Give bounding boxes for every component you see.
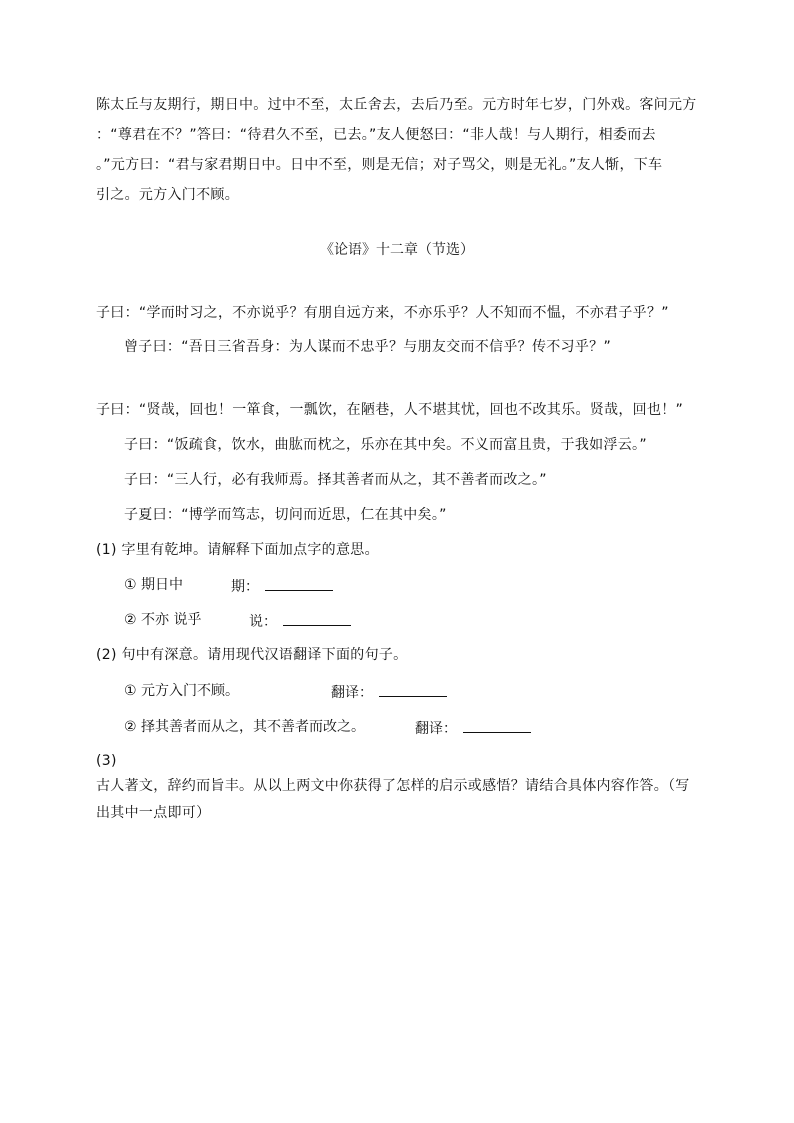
question-1-item-2: ② 不亦 说乎 bbox=[124, 612, 202, 628]
passage2-line-6: 子夏曰：“博学而笃志，切问而近思，仁在其中矣。” bbox=[124, 507, 447, 523]
question-3-line-1: 古人著文，辞约而旨丰。从以上两文中你获得了怎样的启示或感悟？请结合具体内容作答。（写 bbox=[96, 778, 690, 794]
answer-blank[interactable] bbox=[265, 576, 333, 591]
passage1-line-4: 引之。元方入门不顾。 bbox=[96, 187, 239, 203]
answer-blank[interactable] bbox=[283, 611, 351, 626]
passage2-line-3: 子曰：“贤哉，回也！一箪食，一瓢饮，在陋巷，人不堪其忧，回也不改其乐。贤哉，回也！” bbox=[96, 402, 684, 418]
passage2-line-4: 子曰：“饭疏食，饮水，曲肱而枕之，乐亦在其中矣。不义而富且贵，于我如浮云。” bbox=[124, 437, 647, 453]
question-2-item-2: ② 择其善者而从之，其不善者而改之。 bbox=[124, 719, 365, 735]
passage2-line-1: 子曰：“学而时习之，不亦说乎？有朋自远方来，不亦乐乎？人不知而不愠，不亦君子乎？” bbox=[96, 305, 669, 321]
question-2-item-1-answer bbox=[331, 682, 447, 702]
question-3-number: (3) bbox=[96, 753, 117, 769]
answer-blank[interactable] bbox=[379, 682, 447, 697]
question-2-item-1: ① 元方入门不顾。 bbox=[124, 683, 240, 699]
question-2-stem: (2) 句中有深意。请用现代汉语翻译下面的句子。 bbox=[96, 647, 408, 663]
question-1-item-2-answer bbox=[249, 611, 351, 631]
passage1-line-1: 陈太丘与友期行，期日中。过中不至，太丘舍去，去后乃至。元方时年七岁，门外戏。客问元方 bbox=[96, 97, 697, 113]
passage2-line-5: 子曰：“三人行，必有我师焉。择其善者而从之，其不善者而改之。” bbox=[124, 472, 547, 488]
question-3-line-2: 出其中一点即可） bbox=[96, 805, 211, 821]
passage1-line-3: 。”元方曰：“君与家君期日中。日中不至，则是无信；对子骂父，则是无礼。”友人惭，下车 bbox=[96, 157, 663, 173]
question-1-item-2-label: 说： bbox=[249, 614, 277, 630]
passage1-line-2: ：“尊君在不？”答曰：“待君久不至，已去。”友人便怒曰：“非人哉！与人期行，相委而去 bbox=[96, 127, 656, 143]
passage2-title: 《论语》十二章（节选） bbox=[320, 242, 474, 258]
passage2-line-2: 曾子曰：“吾日三省吾身：为人谋而不忠乎？与朋友交而不信乎？传不习乎？” bbox=[124, 339, 612, 355]
question-2-item-1-label: 翻译： bbox=[331, 685, 373, 701]
question-1-stem: (1) 字里有乾坤。请解释下面加点字的意思。 bbox=[96, 542, 379, 558]
question-2-item-2-answer bbox=[415, 718, 531, 738]
question-2-item-2-label: 翻译： bbox=[415, 721, 457, 737]
question-1-item-1-label: 期： bbox=[231, 579, 259, 595]
question-1-item-1: ① 期日中 bbox=[124, 577, 184, 593]
question-1-item-1-answer bbox=[231, 576, 333, 596]
answer-blank[interactable] bbox=[463, 718, 531, 733]
